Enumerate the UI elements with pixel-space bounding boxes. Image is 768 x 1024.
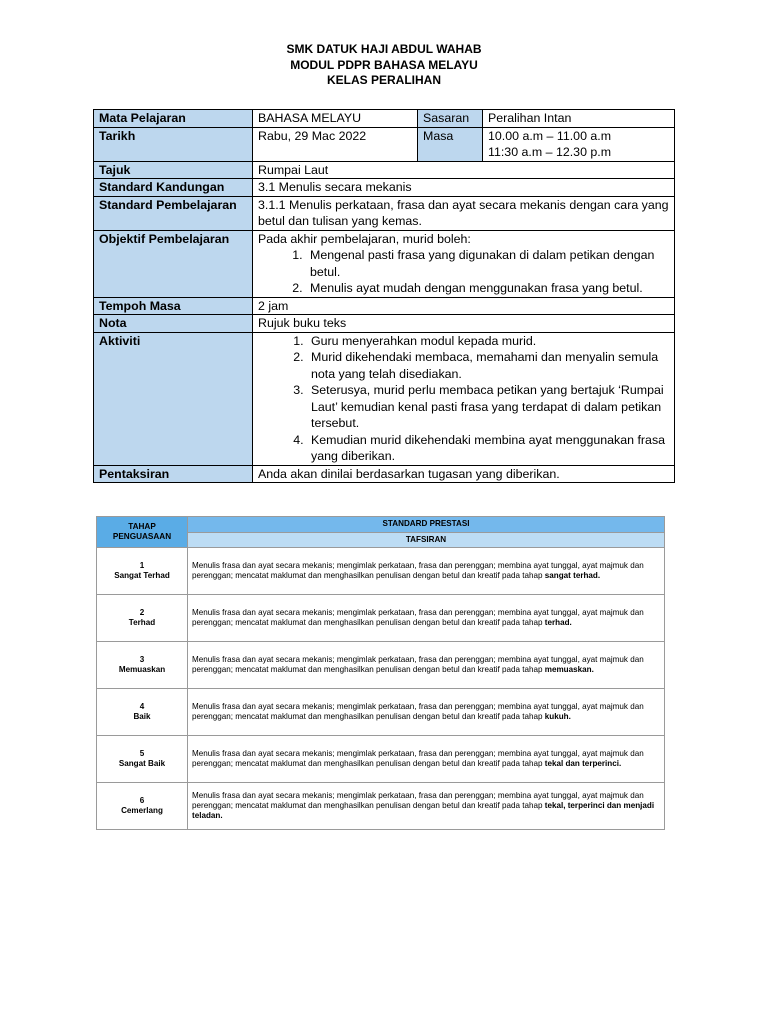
level-name: Sangat Baik — [118, 759, 166, 768]
table-row — [94, 161, 675, 179]
table-row — [94, 332, 675, 465]
duration-label: Tempoh Masa — [94, 297, 253, 315]
learning-standard-label: Standard Pembelajaran — [94, 196, 253, 230]
school-name: SMK DATUK HAJI ABDUL WAHAB — [286, 42, 482, 56]
assessment-value: Anda akan dinilai berdasarkan tugasan yang diberikan. — [253, 465, 675, 483]
time-slot-1: 10.00 a.m – 11.00 a.m — [488, 128, 612, 143]
description-text: Menulis frasa dan ayat secara mekanis; mengimlak perkataan, frasa dan perenggan; membina ayat tunggal, ayat majmuk dan perenggan; mencatat maklumat dan menghasilkan penulisan dengan betul dan kreatif pada tahap — [192, 701, 644, 721]
level-number: 6 — [139, 795, 145, 805]
table-row — [94, 179, 675, 197]
time-slot-2: 11:30 a.m – 12.30 p.m — [488, 145, 612, 159]
document-header — [0, 42, 768, 89]
target-label: Sasaran — [418, 110, 483, 128]
table-row — [97, 548, 665, 595]
objective-label: Objektif Pembelajaran — [94, 230, 253, 297]
level-cell — [97, 595, 188, 642]
topic-label: Tajuk — [94, 161, 253, 179]
content-standard-label: Standard Kandungan — [94, 179, 253, 197]
description-text: Menulis frasa dan ayat secara mekanis; mengimlak perkataan, frasa dan perenggan; membina ayat tunggal, ayat majmuk dan perenggan; mencatat maklumat dan menghasilkan penulisan dengan betul dan kreatif pada tahap — [192, 560, 644, 580]
description-emphasis: tekal, terperinci dan menjadi teladan. — [192, 800, 655, 821]
assessment-label: Pentaksiran — [94, 465, 253, 483]
level-name: Memuaskan — [118, 665, 166, 674]
level-name: Sangat Terhad — [114, 571, 170, 580]
standard-header: STANDARD PRESTASI — [188, 517, 665, 533]
table-row — [94, 465, 675, 483]
description-text: Menulis frasa dan ayat secara mekanis; mengimlak perkataan, frasa dan perenggan; membina ayat tunggal, ayat majmuk dan perenggan; mencatat maklumat dan menghasilkan penulisan dengan betul dan kreatif pada tahap — [192, 607, 644, 627]
list-item: 1. Guru menyerahkan modul kepada murid. — [307, 333, 669, 350]
level-number: 5 — [139, 748, 145, 758]
time-value — [483, 127, 675, 161]
tafsiran-header: TAFSIRAN — [188, 533, 665, 548]
objective-intro: Pada akhir pembelajaran, murid boleh: — [258, 231, 471, 246]
list-item: 1. Mengenal pasti frasa yang digunakan di dalam petikan dengan betul. — [306, 247, 669, 280]
target-value: Peralihan Intan — [483, 110, 675, 128]
objective-value — [253, 230, 675, 297]
description-emphasis: terhad. — [544, 618, 572, 627]
duration-value: 2 jam — [253, 297, 675, 315]
activity-value — [253, 332, 675, 465]
level-description — [188, 548, 665, 595]
time-label: Masa — [418, 127, 483, 161]
table-row — [97, 595, 665, 642]
description-text: Menulis frasa dan ayat secara mekanis; mengimlak perkataan, frasa dan perenggan; membina ayat tunggal, ayat majmuk dan perenggan; mencatat maklumat dan menghasilkan penulisan dengan betul dan kreatif pada tahap — [192, 654, 644, 674]
level-cell — [97, 689, 188, 736]
date-value: Rabu, 29 Mac 2022 — [253, 127, 418, 161]
description-emphasis: tekal dan terperinci. — [544, 759, 622, 768]
description-emphasis: memuaskan. — [544, 665, 594, 674]
description-text: Menulis frasa dan ayat secara mekanis; mengimlak perkataan, frasa dan perenggan; membina ayat tunggal, ayat majmuk dan perenggan; mencatat maklumat dan menghasilkan penulisan dengan betul dan kreatif pada tahap — [192, 790, 644, 810]
topic-value: Rumpai Laut — [253, 161, 675, 179]
module-title: MODUL PDPR BAHASA MELAYU — [290, 57, 478, 72]
level-name: Cemerlang — [121, 806, 163, 815]
level-number: 1 — [139, 560, 145, 570]
table-row — [97, 689, 665, 736]
table-row — [97, 517, 665, 533]
note-label: Nota — [94, 315, 253, 333]
level-number: 3 — [139, 654, 145, 664]
level-description — [188, 736, 665, 783]
learning-standard-value: 3.1.1 Menulis perkataan, frasa dan ayat secara mekanis dengan cara yang betul dan tulisan yang kemas. — [253, 196, 675, 230]
table-row — [97, 736, 665, 783]
table-row — [94, 110, 675, 128]
lesson-plan-table — [93, 109, 675, 483]
table-row — [94, 315, 675, 333]
list-item: 2. Menulis ayat mudah dengan menggunakan frasa yang betul. — [306, 280, 669, 297]
table-row — [94, 196, 675, 230]
performance-standard-table — [96, 516, 665, 830]
level-cell — [97, 642, 188, 689]
description-text: Menulis frasa dan ayat secara mekanis; mengimlak perkataan, frasa dan perenggan; membina ayat tunggal, ayat majmuk dan perenggan; mencatat maklumat dan menghasilkan penulisan dengan betul dan kreatif pada tahap — [192, 748, 644, 768]
table-row — [97, 642, 665, 689]
level-cell — [97, 548, 188, 595]
list-item: 2. Murid dikehendaki membaca, memahami dan menyalin semula nota yang telah disediakan. — [307, 349, 669, 382]
level-name: Terhad — [128, 618, 156, 627]
level-description — [188, 783, 665, 830]
date-label: Tarikh — [94, 127, 253, 161]
level-cell — [97, 736, 188, 783]
list-item: 3. Seterusya, murid perlu membaca petikan yang bertajuk ‘Rumpai Laut’ kemudian kenal pasti frasa yang terdapat di dalam petikan tersebut. — [307, 382, 669, 432]
table-row — [94, 297, 675, 315]
content-standard-value: 3.1 Menulis secara mekanis — [253, 179, 675, 197]
note-value: Rujuk buku teks — [253, 315, 675, 333]
level-cell — [97, 783, 188, 830]
class-name: KELAS PERALIHAN — [326, 73, 441, 87]
description-emphasis: sangat terhad. — [544, 571, 601, 580]
objective-list — [258, 247, 669, 297]
subject-value: BAHASA MELAYU — [253, 110, 418, 128]
activity-list — [258, 333, 669, 465]
activity-label: Aktiviti — [94, 332, 253, 465]
table-row — [97, 783, 665, 830]
description-emphasis: kukuh. — [544, 712, 571, 721]
table-row — [94, 230, 675, 297]
level-name: Baik — [133, 712, 151, 721]
list-item: 4. Kemudian murid dikehendaki membina ayat menggunakan frasa yang diberikan. — [307, 432, 669, 465]
tahap-header: TAHAP PENGUASAAN — [97, 517, 188, 548]
table-row — [94, 127, 675, 161]
level-number: 2 — [139, 607, 145, 617]
level-description — [188, 595, 665, 642]
level-description — [188, 689, 665, 736]
subject-label: Mata Pelajaran — [94, 110, 253, 128]
level-description — [188, 642, 665, 689]
level-number: 4 — [139, 701, 145, 711]
